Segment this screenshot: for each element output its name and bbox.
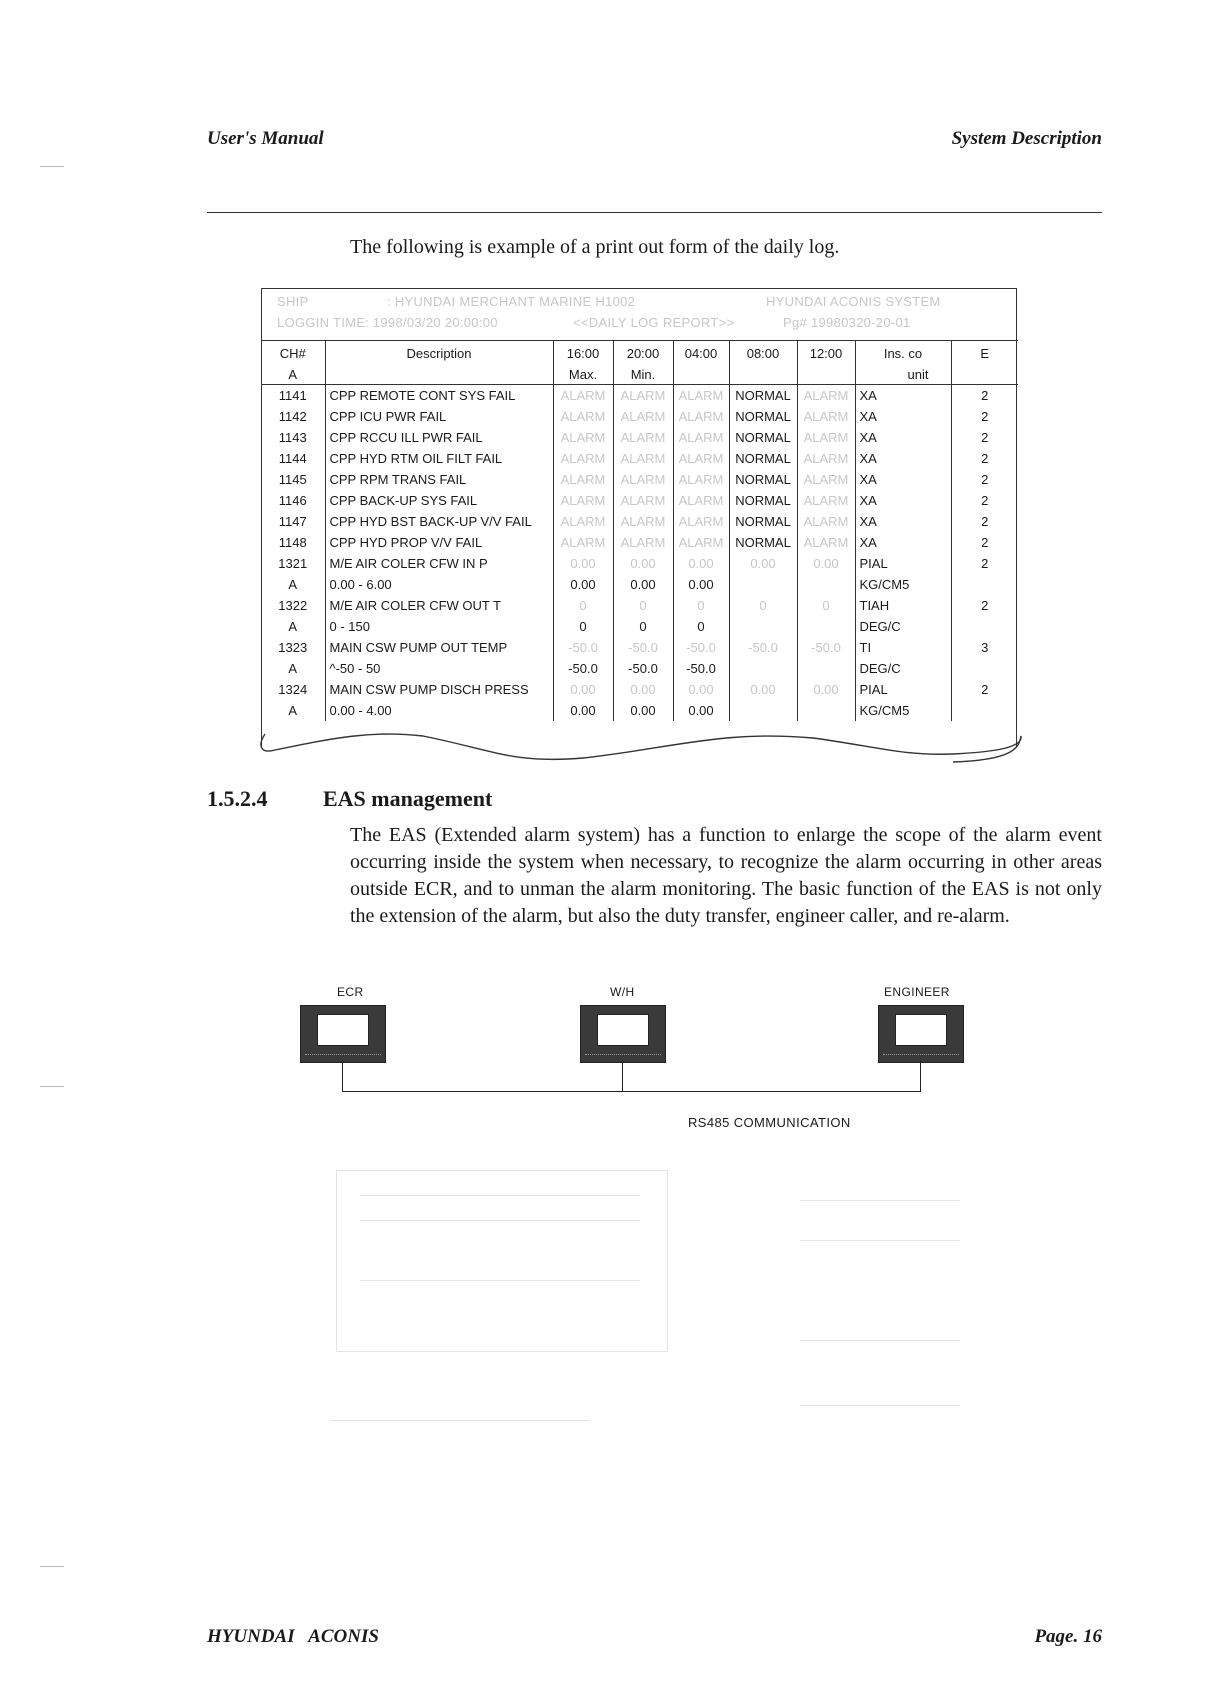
log-cell-e: 2 bbox=[951, 406, 1018, 427]
log-cell-v1: ALARM bbox=[553, 427, 613, 448]
log-cell-v3: 0 bbox=[673, 595, 729, 616]
log-cell-ch: 1142 bbox=[278, 409, 307, 424]
log-cell-v2: 0.00 bbox=[613, 679, 673, 700]
footer-right: Page. 16 bbox=[1034, 1626, 1102, 1647]
log-cell-v4: NORMAL bbox=[729, 406, 797, 427]
log-cell-e: 2 bbox=[951, 469, 1018, 490]
node-label-wh: W/H bbox=[610, 985, 635, 999]
log-cell-e: 2 bbox=[951, 448, 1018, 469]
col-1200: 12:00 bbox=[797, 341, 855, 367]
log-page-id: Pg# 19980320-20-01 bbox=[783, 315, 911, 330]
log-cell-v4: NORMAL bbox=[729, 385, 797, 407]
log-cell-v5 bbox=[797, 616, 855, 637]
log-row bbox=[261, 553, 1018, 574]
ghost-line bbox=[360, 1195, 640, 1196]
intro-text: The following is example of a print out form of the daily log. bbox=[350, 236, 840, 258]
log-row bbox=[261, 616, 1018, 637]
log-cell-v4 bbox=[729, 658, 797, 679]
log-cell-v3: 0.00 bbox=[673, 574, 729, 595]
log-cell-v1: ALARM bbox=[553, 511, 613, 532]
log-cell-ch: 1323 bbox=[278, 640, 308, 655]
engineer-drop-line bbox=[920, 1061, 921, 1091]
log-cell-v1: 0.00 bbox=[553, 574, 613, 595]
log-cell-e: 2 bbox=[951, 532, 1018, 553]
margin-mark bbox=[40, 1086, 64, 1087]
header-rule bbox=[207, 212, 1102, 213]
log-cell-v5: ALARM bbox=[797, 532, 855, 553]
engineer-monitor bbox=[878, 1005, 964, 1063]
log-cell-e: 2 bbox=[951, 553, 1018, 574]
log-row bbox=[261, 448, 1018, 469]
ghost-line bbox=[800, 1240, 960, 1241]
log-cell-ins: XA bbox=[855, 490, 951, 511]
log-cell-v3: ALARM bbox=[673, 469, 729, 490]
log-cell-v1: 0.00 bbox=[553, 700, 613, 721]
log-cell-v3: ALARM bbox=[673, 532, 729, 553]
log-cell-ch: 1322 bbox=[278, 598, 308, 613]
log-row bbox=[261, 532, 1018, 553]
log-cell-v1: -50.0 bbox=[553, 637, 613, 658]
col-0800: 08:00 bbox=[729, 341, 797, 367]
wh-monitor bbox=[580, 1005, 666, 1063]
log-cell-v4: 0 bbox=[729, 595, 797, 616]
log-cell-v5 bbox=[797, 658, 855, 679]
log-row bbox=[261, 637, 1018, 658]
log-cell-e bbox=[951, 574, 1018, 595]
log-cell-v3: ALARM bbox=[673, 385, 729, 407]
margin-mark bbox=[40, 166, 64, 167]
log-cell-v2: ALARM bbox=[613, 406, 673, 427]
log-cell-v4: 0.00 bbox=[729, 553, 797, 574]
log-cell-e bbox=[951, 700, 1018, 721]
log-subheader-row bbox=[261, 366, 1018, 385]
ghost-line bbox=[360, 1220, 640, 1221]
log-cell-v4: -50.0 bbox=[729, 637, 797, 658]
log-cell-ch: 1324 bbox=[278, 682, 308, 697]
log-cell-v4: NORMAL bbox=[729, 532, 797, 553]
log-cell-v5: ALARM bbox=[797, 490, 855, 511]
log-cell-v1: ALARM bbox=[553, 385, 613, 407]
eas-paragraph: The EAS (Extended alarm system) has a function to enlarge the scope of the alarm event occurring inside the system when necessary, to recognize the alarm occurring in other areas outside ECR, and to unman the alarm monitoring. The basic function of the EAS is not only the extension of the alarm, but also the duty transfer, engineer caller, and re-alarm. bbox=[350, 824, 1102, 927]
log-cell-v2: ALARM bbox=[613, 490, 673, 511]
log-cell-ins: TIAH bbox=[855, 595, 951, 616]
log-cell-v3: 0 bbox=[673, 616, 729, 637]
log-cell-e: 3 bbox=[951, 637, 1018, 658]
log-cell-v1: 0 bbox=[553, 595, 613, 616]
log-cell-v3: ALARM bbox=[673, 448, 729, 469]
log-cell-ins: XA bbox=[855, 427, 951, 448]
log-cell-v5: ALARM bbox=[797, 385, 855, 407]
log-cell-ch: 1141 bbox=[278, 388, 307, 403]
log-cell-v1: 0 bbox=[553, 616, 613, 637]
log-cell-ins: XA bbox=[855, 448, 951, 469]
log-cell-e: 2 bbox=[951, 511, 1018, 532]
log-cell-ins: XA bbox=[855, 511, 951, 532]
log-row bbox=[261, 427, 1018, 448]
log-cell-ch: 1321 bbox=[278, 556, 308, 571]
log-row bbox=[261, 511, 1018, 532]
log-row bbox=[261, 385, 1018, 407]
log-row bbox=[261, 574, 1018, 595]
log-row bbox=[261, 469, 1018, 490]
log-header-row bbox=[261, 341, 1018, 367]
log-cell-v2: ALARM bbox=[613, 385, 673, 407]
log-cell-v3: -50.0 bbox=[673, 637, 729, 658]
log-cell-v3: ALARM bbox=[673, 511, 729, 532]
log-cell-desc: CPP HYD BST BACK-UP V/V FAIL bbox=[325, 511, 553, 532]
log-cell-v2: ALARM bbox=[613, 448, 673, 469]
log-cell-v5: 0 bbox=[797, 595, 855, 616]
log-cell-desc: CPP RCCU ILL PWR FAIL bbox=[325, 427, 553, 448]
log-cell-v5: ALARM bbox=[797, 427, 855, 448]
log-cell-v3: 0.00 bbox=[673, 553, 729, 574]
log-row bbox=[261, 406, 1018, 427]
daily-log-printout bbox=[261, 288, 1021, 748]
log-cell-v4 bbox=[729, 616, 797, 637]
log-cell-v2: 0.00 bbox=[613, 574, 673, 595]
log-cell-v1: ALARM bbox=[553, 448, 613, 469]
col-ins: Ins. co bbox=[855, 341, 951, 367]
log-cell-desc: 0.00 - 4.00 bbox=[325, 700, 553, 721]
log-cell-v3: 0.00 bbox=[673, 700, 729, 721]
log-report-title: <<DAILY LOG REPORT>> bbox=[573, 315, 735, 330]
log-row bbox=[261, 658, 1018, 679]
col-ch: CH# bbox=[261, 341, 325, 367]
log-cell-e: 2 bbox=[951, 490, 1018, 511]
col-1600-sub: Max. bbox=[553, 366, 613, 385]
log-cell-v2: 0 bbox=[613, 616, 673, 637]
section-heading bbox=[207, 786, 492, 812]
log-cell-v5: ALARM bbox=[797, 511, 855, 532]
log-cell-v4: NORMAL bbox=[729, 511, 797, 532]
log-cell-e: 2 bbox=[951, 679, 1018, 700]
log-cell-ch: A bbox=[288, 619, 298, 634]
log-cell-v1: ALARM bbox=[553, 406, 613, 427]
log-cell-e bbox=[951, 616, 1018, 637]
log-cell-v2: 0.00 bbox=[613, 553, 673, 574]
log-cell-ch: 1145 bbox=[278, 472, 307, 487]
log-cell-ins: XA bbox=[855, 406, 951, 427]
running-header-right: System Description bbox=[951, 128, 1102, 149]
ghost-line bbox=[360, 1280, 640, 1281]
log-cell-v5: ALARM bbox=[797, 448, 855, 469]
log-cell-v1: ALARM bbox=[553, 490, 613, 511]
ecr-drop-line bbox=[342, 1061, 343, 1091]
log-cell-v4: NORMAL bbox=[729, 427, 797, 448]
log-cell-v1: ALARM bbox=[553, 469, 613, 490]
log-cell-e: 2 bbox=[951, 385, 1018, 407]
log-cell-e bbox=[951, 658, 1018, 679]
section-number: 1.5.2.4 bbox=[207, 786, 268, 811]
log-row bbox=[261, 490, 1018, 511]
log-cell-v4: NORMAL bbox=[729, 490, 797, 511]
log-cell-desc: MAIN CSW PUMP OUT TEMP bbox=[325, 637, 553, 658]
log-login-label: LOGGIN TIME bbox=[277, 315, 366, 330]
log-cell-desc: CPP BACK-UP SYS FAIL bbox=[325, 490, 553, 511]
log-cell-ch: 1143 bbox=[278, 430, 307, 445]
log-cell-v3: ALARM bbox=[673, 406, 729, 427]
col-unit: unit bbox=[855, 366, 951, 385]
log-cell-v2: ALARM bbox=[613, 427, 673, 448]
log-cell-v4: 0.00 bbox=[729, 679, 797, 700]
log-cell-ch: 1147 bbox=[278, 514, 307, 529]
log-cell-v4: NORMAL bbox=[729, 448, 797, 469]
log-table bbox=[261, 340, 1018, 721]
log-cell-v5: 0.00 bbox=[797, 553, 855, 574]
log-cell-v5: ALARM bbox=[797, 406, 855, 427]
ghost-line bbox=[800, 1405, 960, 1406]
log-cell-v1: 0.00 bbox=[553, 553, 613, 574]
log-cell-ins: PIAL bbox=[855, 679, 951, 700]
log-cell-v4: NORMAL bbox=[729, 469, 797, 490]
section-title: EAS management bbox=[323, 786, 493, 811]
log-cell-desc: 0 - 150 bbox=[325, 616, 553, 637]
margin-mark bbox=[40, 1566, 64, 1567]
torn-edge-wave bbox=[253, 728, 1033, 768]
log-cell-ins: KG/CM5 bbox=[855, 700, 951, 721]
log-cell-v3: 0.00 bbox=[673, 679, 729, 700]
ghost-line bbox=[800, 1340, 960, 1341]
col-ch-sub: A bbox=[261, 366, 325, 385]
log-cell-ins: TI bbox=[855, 637, 951, 658]
log-cell-v2: ALARM bbox=[613, 532, 673, 553]
log-cell-desc: CPP HYD PROP V/V FAIL bbox=[325, 532, 553, 553]
col-description: Description bbox=[325, 341, 553, 367]
bus-label: RS485 COMMUNICATION bbox=[688, 1115, 851, 1130]
log-cell-ch: 1144 bbox=[278, 451, 307, 466]
log-cell-v1: 0.00 bbox=[553, 679, 613, 700]
log-cell-v5: -50.0 bbox=[797, 637, 855, 658]
log-cell-v2: 0.00 bbox=[613, 700, 673, 721]
log-cell-desc: M/E AIR COLER CFW IN P bbox=[325, 553, 553, 574]
wh-drop-line bbox=[622, 1061, 623, 1091]
log-cell-v4 bbox=[729, 574, 797, 595]
log-cell-v2: -50.0 bbox=[613, 637, 673, 658]
log-cell-v3: ALARM bbox=[673, 490, 729, 511]
log-ship-label: SHIP bbox=[277, 294, 309, 309]
log-cell-desc: CPP HYD RTM OIL FILT FAIL bbox=[325, 448, 553, 469]
log-cell-v2: ALARM bbox=[613, 469, 673, 490]
log-cell-ins: DEG/C bbox=[855, 616, 951, 637]
log-cell-ins: KG/CM5 bbox=[855, 574, 951, 595]
log-system-name: HYUNDAI ACONIS SYSTEM bbox=[766, 294, 941, 309]
log-cell-ins: XA bbox=[855, 385, 951, 407]
log-row bbox=[261, 700, 1018, 721]
footer-left: HYUNDAI ACONIS bbox=[207, 1626, 379, 1647]
log-cell-e: 2 bbox=[951, 595, 1018, 616]
log-cell-ins: XA bbox=[855, 532, 951, 553]
node-label-engineer: ENGINEER bbox=[884, 985, 950, 999]
log-cell-v5: ALARM bbox=[797, 469, 855, 490]
log-cell-ins: DEG/C bbox=[855, 658, 951, 679]
log-cell-desc: 0.00 - 6.00 bbox=[325, 574, 553, 595]
log-cell-ch: A bbox=[288, 703, 298, 718]
col-0400: 04:00 bbox=[673, 341, 729, 367]
log-cell-ins: XA bbox=[855, 469, 951, 490]
col-2000: 20:00 bbox=[613, 341, 673, 367]
log-cell-v2: ALARM bbox=[613, 511, 673, 532]
col-1600: 16:00 bbox=[553, 341, 613, 367]
log-cell-v5: 0.00 bbox=[797, 679, 855, 700]
log-cell-desc: M/E AIR COLER CFW OUT T bbox=[325, 595, 553, 616]
log-cell-desc: ^-50 - 50 bbox=[325, 658, 553, 679]
ghost-line bbox=[330, 1420, 590, 1421]
log-cell-desc: MAIN CSW PUMP DISCH PRESS bbox=[325, 679, 553, 700]
node-label-ecr: ECR bbox=[337, 985, 364, 999]
log-login-value: : 1998/03/20 20:00:00 bbox=[365, 315, 498, 330]
log-cell-v3: -50.0 bbox=[673, 658, 729, 679]
log-ship-value: : HYUNDAI MERCHANT MARINE H1002 bbox=[387, 294, 636, 309]
log-row bbox=[261, 679, 1018, 700]
log-row bbox=[261, 595, 1018, 616]
ghost-box bbox=[336, 1170, 668, 1352]
log-frame-top bbox=[261, 288, 1017, 289]
running-header-left: User's Manual bbox=[207, 128, 324, 149]
ghost-line bbox=[800, 1200, 960, 1201]
log-cell-ch: A bbox=[288, 661, 298, 676]
col-2000-sub: Min. bbox=[613, 366, 673, 385]
log-cell-ch: 1146 bbox=[278, 493, 307, 508]
col-e: E bbox=[951, 341, 1018, 367]
log-cell-v4 bbox=[729, 700, 797, 721]
log-cell-desc: CPP ICU PWR FAIL bbox=[325, 406, 553, 427]
log-cell-desc: CPP REMOTE CONT SYS FAIL bbox=[325, 385, 553, 407]
log-cell-v1: ALARM bbox=[553, 532, 613, 553]
log-cell-v5 bbox=[797, 700, 855, 721]
bleed-through-area bbox=[330, 1090, 1010, 1460]
log-cell-desc: CPP RPM TRANS FAIL bbox=[325, 469, 553, 490]
log-cell-ch: 1148 bbox=[278, 535, 307, 550]
log-cell-v5 bbox=[797, 574, 855, 595]
ecr-monitor bbox=[300, 1005, 386, 1063]
log-cell-v3: ALARM bbox=[673, 427, 729, 448]
log-cell-ch: A bbox=[288, 577, 298, 592]
log-cell-e: 2 bbox=[951, 427, 1018, 448]
log-cell-ins: PIAL bbox=[855, 553, 951, 574]
log-cell-v1: -50.0 bbox=[553, 658, 613, 679]
log-cell-v2: 0 bbox=[613, 595, 673, 616]
log-cell-v2: -50.0 bbox=[613, 658, 673, 679]
